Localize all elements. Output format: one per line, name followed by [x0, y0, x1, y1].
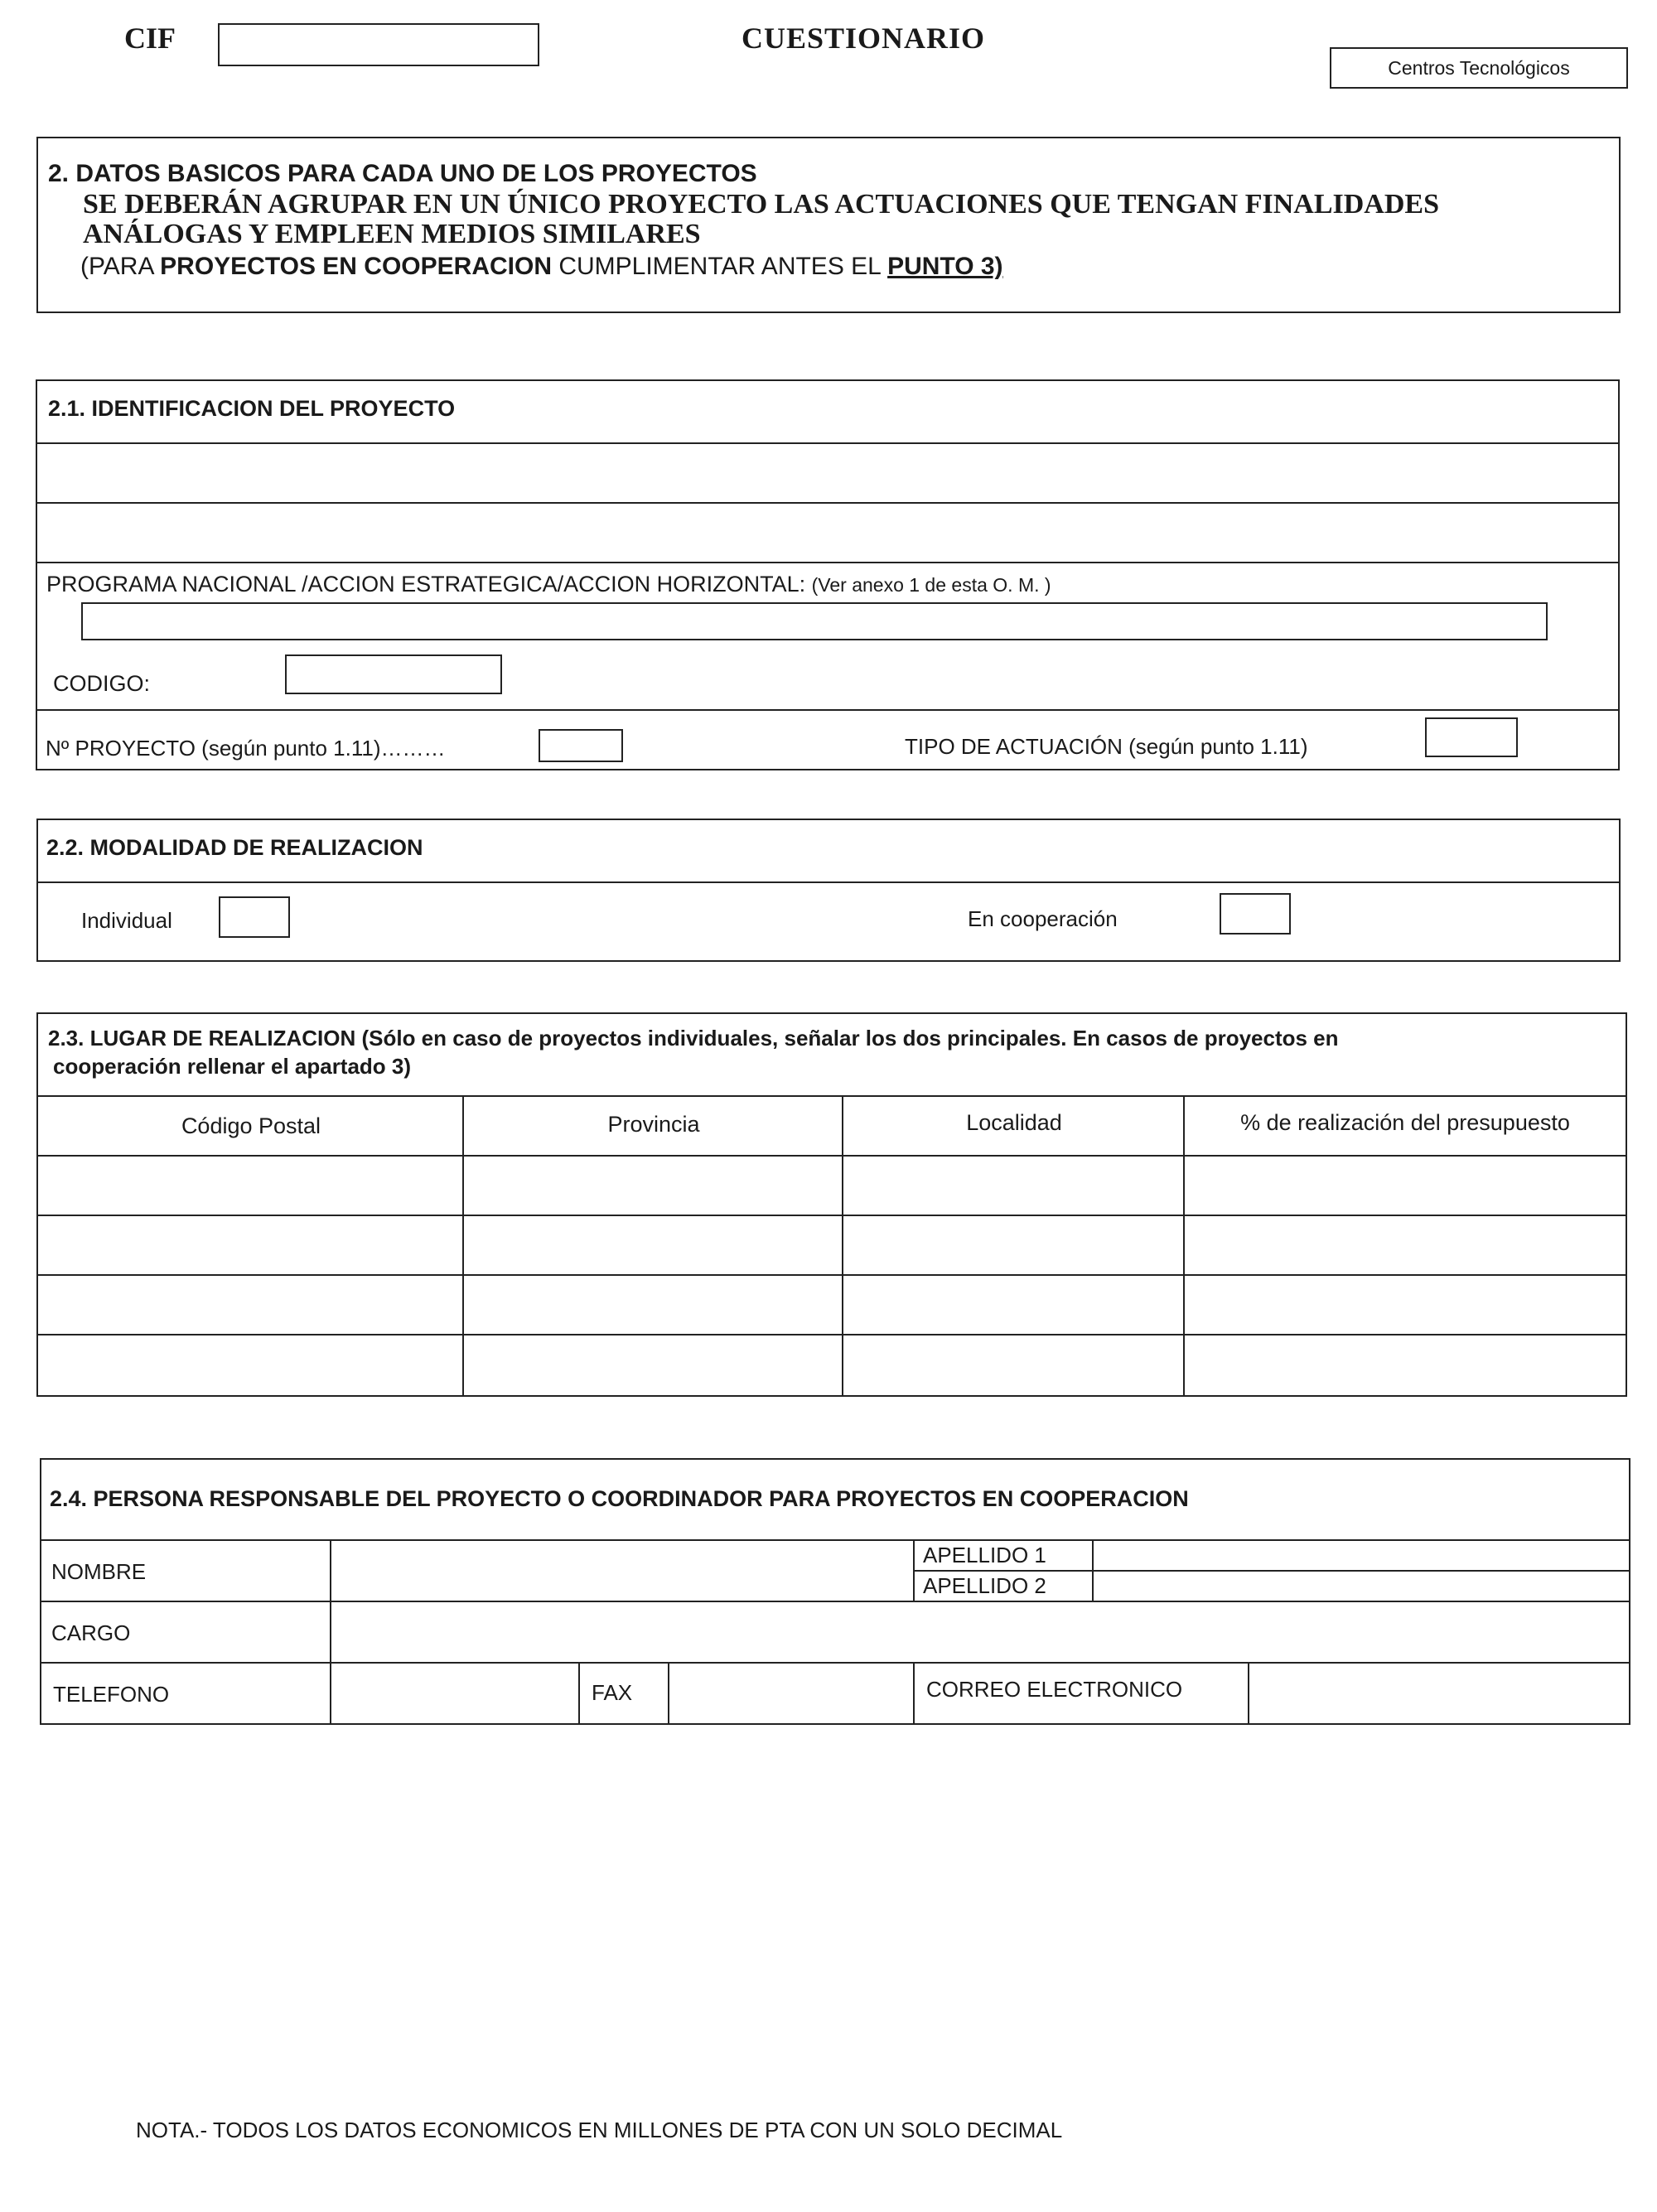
apellido-2-field[interactable]: [1095, 1572, 1627, 1600]
correo-field[interactable]: [1251, 1665, 1627, 1723]
table-cell-provincia[interactable]: [466, 1157, 840, 1213]
section-2-rule-line2: ANÁLOGAS Y EMPLEEN MEDIOS SIMILARES: [83, 219, 701, 249]
table-cell-porcentaje[interactable]: [1186, 1336, 1624, 1394]
column-header-codigo-postal: Código Postal: [181, 1113, 321, 1138]
apellido-1-field[interactable]: [1095, 1541, 1627, 1569]
table-cell-codigo-postal[interactable]: [40, 1336, 461, 1394]
cif-field[interactable]: [218, 23, 539, 66]
section-2-3-subtitle: cooperación rellenar el apartado 3): [53, 1054, 412, 1079]
note-emphasis: PROYECTOS EN COOPERACION: [160, 253, 552, 280]
correo-label: CORREO ELECTRONICO: [926, 1677, 1183, 1702]
table-cell-provincia[interactable]: [466, 1336, 840, 1394]
table-cell-localidad[interactable]: [845, 1217, 1181, 1273]
codigo-label: CODIGO:: [53, 671, 151, 696]
table-cell-porcentaje[interactable]: [1186, 1277, 1624, 1332]
tipo-actuacion-field[interactable]: [1425, 717, 1518, 757]
section-2-rule-line1: SE DEBERÁN AGRUPAR EN UN ÚNICO PROYECTO LAS ACTUACIONES QUE TENGAN FINALIDADES: [83, 189, 1439, 220]
table-cell-localidad[interactable]: [845, 1277, 1181, 1332]
cargo-field[interactable]: [333, 1604, 1627, 1660]
table-cell-porcentaje[interactable]: [1186, 1217, 1624, 1273]
programa-label: [46, 572, 1051, 597]
telefono-label: TELEFONO: [53, 1682, 170, 1707]
fax-field[interactable]: [671, 1665, 911, 1723]
individual-checkbox[interactable]: [219, 896, 290, 938]
cooperacion-label: En cooperación: [968, 906, 1118, 931]
table-cell-codigo-postal[interactable]: [40, 1277, 461, 1332]
project-title-field-1[interactable]: [40, 445, 1616, 500]
nombre-label: NOMBRE: [51, 1559, 147, 1584]
project-title-field-2[interactable]: [40, 505, 1616, 559]
telefono-field[interactable]: [333, 1665, 577, 1723]
section-2-2-title: 2.2. MODALIDAD DE REALIZACION: [46, 835, 423, 860]
codigo-field[interactable]: [285, 654, 502, 694]
section-2-cooperation-note: [80, 253, 1003, 281]
apellido-2-label: APELLIDO 2: [923, 1573, 1046, 1598]
cooperacion-checkbox[interactable]: [1220, 893, 1291, 935]
table-cell-provincia[interactable]: [466, 1217, 840, 1273]
table-cell-codigo-postal[interactable]: [40, 1217, 461, 1273]
section-2-3-title: 2.3. LUGAR DE REALIZACION (Sólo en caso de proyectos individuales, señalar los dos principales. En casos de proyectos en: [48, 1026, 1339, 1050]
cargo-label: CARGO: [51, 1620, 131, 1645]
fax-label: FAX: [592, 1680, 633, 1705]
category-tag: Centros Tecnológicos: [1330, 47, 1628, 89]
page-title: CUESTIONARIO: [742, 22, 986, 55]
column-header-porcentaje: % de realización del presupuesto: [1240, 1110, 1570, 1135]
nproyecto-label: Nº PROYECTO (según punto 1.11)………: [46, 736, 446, 761]
section-2-title: 2. DATOS BASICOS PARA CADA UNO DE LOS PROYECTOS: [48, 160, 757, 187]
note-middle: CUMPLIMENTAR ANTES EL: [552, 253, 888, 280]
note-prefix: (PARA: [80, 253, 161, 280]
section-2-1-title: 2.1. IDENTIFICACION DEL PROYECTO: [48, 396, 456, 421]
column-header-localidad: Localidad: [966, 1110, 1062, 1135]
individual-label: Individual: [81, 908, 172, 933]
section-2-4-title: 2.4. PERSONA RESPONSABLE DEL PROYECTO O COORDINADOR PARA PROYECTOS EN COOPERACION: [50, 1486, 1189, 1511]
nproyecto-field[interactable]: [539, 729, 623, 762]
table-cell-localidad[interactable]: [845, 1336, 1181, 1394]
cif-label: CIF: [124, 22, 176, 55]
table-cell-provincia[interactable]: [466, 1277, 840, 1332]
column-header-provincia: Provincia: [607, 1112, 700, 1137]
note-punto-3: PUNTO 3): [887, 253, 1003, 280]
programa-field[interactable]: [81, 602, 1548, 640]
programa-annex-note: (Ver anexo 1 de esta O. M. ): [811, 574, 1051, 596]
tipo-actuacion-label: TIPO DE ACTUACIÓN (según punto 1.11): [905, 734, 1308, 759]
apellido-1-label: APELLIDO 1: [923, 1543, 1046, 1567]
footer-note: NOTA.- TODOS LOS DATOS ECONOMICOS EN MILLONES DE PTA CON UN SOLO DECIMAL: [136, 2118, 1063, 2142]
programa-label-text: PROGRAMA NACIONAL /ACCION ESTRATEGICA/ACCION HORIZONTAL:: [46, 572, 812, 596]
nombre-field[interactable]: [333, 1543, 910, 1599]
table-cell-localidad[interactable]: [845, 1157, 1181, 1213]
table-cell-porcentaje[interactable]: [1186, 1157, 1624, 1213]
table-cell-codigo-postal[interactable]: [40, 1157, 461, 1213]
